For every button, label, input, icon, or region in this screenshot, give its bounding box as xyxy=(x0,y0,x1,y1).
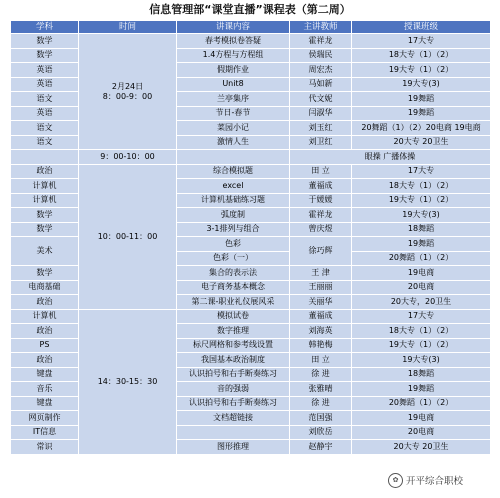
table-row xyxy=(11,309,491,324)
content-cell: 计算机基础练习题 xyxy=(177,193,290,208)
teacher-cell: 王 津 xyxy=(290,266,352,281)
content-cell: 认识拍号和右手断奏练习 xyxy=(177,367,290,382)
classes-cell: 20大专 20卫生 xyxy=(352,135,491,150)
subject-cell: 语文 xyxy=(11,135,79,150)
subject-cell: 政治 xyxy=(11,353,79,368)
break-content-cell xyxy=(177,150,290,165)
content-cell: 激情人生 xyxy=(177,135,290,150)
header-classes: 授课班级 xyxy=(352,21,491,34)
content-cell: 春考模拟卷答疑 xyxy=(177,34,290,49)
subject-cell: 英语 xyxy=(11,106,79,121)
content-cell: 音的强弱 xyxy=(177,382,290,397)
subject-cell: 语文 xyxy=(11,92,79,107)
header-row xyxy=(11,21,491,34)
teacher-cell: 曾庆煜 xyxy=(290,222,352,237)
subject-cell: 政治 xyxy=(11,164,79,179)
content-cell: 色彩 xyxy=(177,237,290,252)
teacher-cell: 赵静宇 xyxy=(290,440,352,455)
content-cell xyxy=(177,425,290,440)
content-cell: 图形推理 xyxy=(177,440,290,455)
classes-cell: 17大专 xyxy=(352,309,491,324)
header-subject: 学科 xyxy=(11,21,79,34)
page-title: 信息管理部“课堂直播”课程表（第二周） xyxy=(149,3,351,16)
subject-cell: 数学 xyxy=(11,48,79,63)
content-cell: 1.4方程与方程组 xyxy=(177,48,290,63)
subject-cell: 美术 xyxy=(11,237,79,266)
content-cell: 我国基本政治制度 xyxy=(177,353,290,368)
teacher-cell: 关丽华 xyxy=(290,295,352,310)
classes-cell: 20大专 20卫生 xyxy=(352,440,491,455)
subject-cell: 常识 xyxy=(11,440,79,455)
classes-cell: 18舞蹈 xyxy=(352,222,491,237)
subject-cell: 语文 xyxy=(11,121,79,136)
teacher-cell: 王丽丽 xyxy=(290,280,352,295)
classes-cell: 19大专（1）（2） xyxy=(352,193,491,208)
break-row xyxy=(11,150,491,165)
subject-cell: 计算机 xyxy=(11,193,79,208)
classes-cell: 19大专（1）（2） xyxy=(352,63,491,78)
classes-cell: 19电商 xyxy=(352,266,491,281)
teacher-cell: 霍祥龙 xyxy=(290,34,352,49)
teacher-cell: 闫淑华 xyxy=(290,106,352,121)
teacher-cell: 徐 进 xyxy=(290,396,352,411)
teacher-cell: 范国强 xyxy=(290,411,352,426)
content-cell: Unit8 xyxy=(177,77,290,92)
subject-cell: 网页制作 xyxy=(11,411,79,426)
time-cell: 14：30-15：30 xyxy=(79,309,177,454)
teacher-cell: 刘卫红 xyxy=(290,135,352,150)
content-cell: 标尺网格和参考线设置 xyxy=(177,338,290,353)
subject-cell: 数学 xyxy=(11,208,79,223)
table-row xyxy=(11,164,491,179)
classes-cell: 19电商 xyxy=(352,411,491,426)
teacher-cell: 于媛媛 xyxy=(290,193,352,208)
header-content: 讲课内容 xyxy=(177,21,290,34)
watermark xyxy=(388,471,493,489)
watermark-text: 开平综合职校 xyxy=(406,476,464,487)
subject-cell: 键盘 xyxy=(11,367,79,382)
subject-cell: 键盘 xyxy=(11,396,79,411)
classes-cell: 19舞蹈 xyxy=(352,106,491,121)
content-cell: 菜园小记 xyxy=(177,121,290,136)
teacher-cell: 张雅晴 xyxy=(290,382,352,397)
teacher-cell: 田 立 xyxy=(290,164,352,179)
subject-cell: 英语 xyxy=(11,63,79,78)
teacher-cell: 霍祥龙 xyxy=(290,208,352,223)
classes-cell: 19大专(3) xyxy=(352,208,491,223)
content-cell: 文档超链接 xyxy=(177,411,290,426)
content-cell: 电子商务基本概念 xyxy=(177,280,290,295)
classes-cell: 20舞蹈（1）（2） xyxy=(352,396,491,411)
teacher-cell: 刘玉红 xyxy=(290,121,352,136)
classes-cell: 18大专（1）（2） xyxy=(352,179,491,194)
subject-cell: 政治 xyxy=(11,324,79,339)
classes-cell: 19大专(3) xyxy=(352,353,491,368)
teacher-cell: 董福成 xyxy=(290,179,352,194)
subject-cell: 计算机 xyxy=(11,309,79,324)
subject-cell: 政治 xyxy=(11,295,79,310)
classes-cell: 20舞蹈（1）（2） xyxy=(352,251,491,266)
teacher-cell: 董福成 xyxy=(290,309,352,324)
subject-cell: 计算机 xyxy=(11,179,79,194)
teacher-cell: 马如新 xyxy=(290,77,352,92)
teacher-cell: 韩艳梅 xyxy=(290,338,352,353)
classes-cell: 17大专 xyxy=(352,34,491,49)
subject-cell: 音乐 xyxy=(11,382,79,397)
wechat-logo-icon: ✿ xyxy=(388,473,403,488)
teacher-cell: 刘欣岳 xyxy=(290,425,352,440)
classes-cell: 19舞蹈 xyxy=(352,92,491,107)
content-cell: 色彩（一） xyxy=(177,251,290,266)
table-row xyxy=(11,34,491,49)
content-cell: 弧度制 xyxy=(177,208,290,223)
classes-cell: 19大专(3) xyxy=(352,77,491,92)
classes-cell: 17大专 xyxy=(352,164,491,179)
classes-cell: 20电商 xyxy=(352,280,491,295)
content-cell: 集合的表示法 xyxy=(177,266,290,281)
subject-cell: 电商基础 xyxy=(11,280,79,295)
subject-cell: PS xyxy=(11,338,79,353)
time-cell: 10：00-11：00 xyxy=(79,164,177,309)
schedule-table xyxy=(10,20,491,455)
content-cell: 第二课-职业礼仪展风采 xyxy=(177,295,290,310)
classes-cell: 19舞蹈 xyxy=(352,382,491,397)
content-cell: 模拟试卷 xyxy=(177,309,290,324)
teacher-cell: 徐 进 xyxy=(290,367,352,382)
content-cell: 假期作业 xyxy=(177,63,290,78)
teacher-cell: 刘海英 xyxy=(290,324,352,339)
classes-cell: 19舞蹈 xyxy=(352,237,491,252)
classes-cell: 20舞蹈（1）（2）20电商 19电商 xyxy=(352,121,491,136)
time-cell xyxy=(79,34,177,150)
time-date: 2月24日 xyxy=(111,81,144,91)
teacher-cell: 代文妮 xyxy=(290,92,352,107)
subject-cell: IT信息 xyxy=(11,425,79,440)
subject-cell: 数学 xyxy=(11,34,79,49)
classes-cell: 18大专（1）（2） xyxy=(352,324,491,339)
break-subject-cell xyxy=(11,150,79,165)
teacher-cell: 侯瑞民 xyxy=(290,48,352,63)
content-cell: 认识拍号和右手断奏练习 xyxy=(177,396,290,411)
content-cell: excel xyxy=(177,179,290,194)
teacher-cell: 周宏杰 xyxy=(290,63,352,78)
header-time: 时间 xyxy=(79,21,177,34)
content-cell: 节日-春节 xyxy=(177,106,290,121)
time-cell: 9：00-10：00 xyxy=(79,150,177,165)
teacher-cell: 徐巧辉 xyxy=(290,237,352,266)
classes-cell: 20电商 xyxy=(352,425,491,440)
classes-cell: 18舞蹈 xyxy=(352,367,491,382)
classes-cell: 19大专（1）（2） xyxy=(352,338,491,353)
time-range: 8：00-9：00 xyxy=(102,91,153,101)
teacher-cell: 田 立 xyxy=(290,353,352,368)
classes-cell: 20大专，20卫生 xyxy=(352,295,491,310)
break-activity-cell: 眼操 广播体操 xyxy=(290,150,491,165)
content-cell: 数字推理 xyxy=(177,324,290,339)
subject-cell: 英语 xyxy=(11,77,79,92)
subject-cell: 数学 xyxy=(11,266,79,281)
subject-cell: 数学 xyxy=(11,222,79,237)
content-cell: 3-1排列与组合 xyxy=(177,222,290,237)
content-cell: 兰亭集序 xyxy=(177,92,290,107)
content-cell: 综合模拟题 xyxy=(177,164,290,179)
header-teacher: 主讲教师 xyxy=(290,21,352,34)
classes-cell: 18大专（1）（2） xyxy=(352,48,491,63)
